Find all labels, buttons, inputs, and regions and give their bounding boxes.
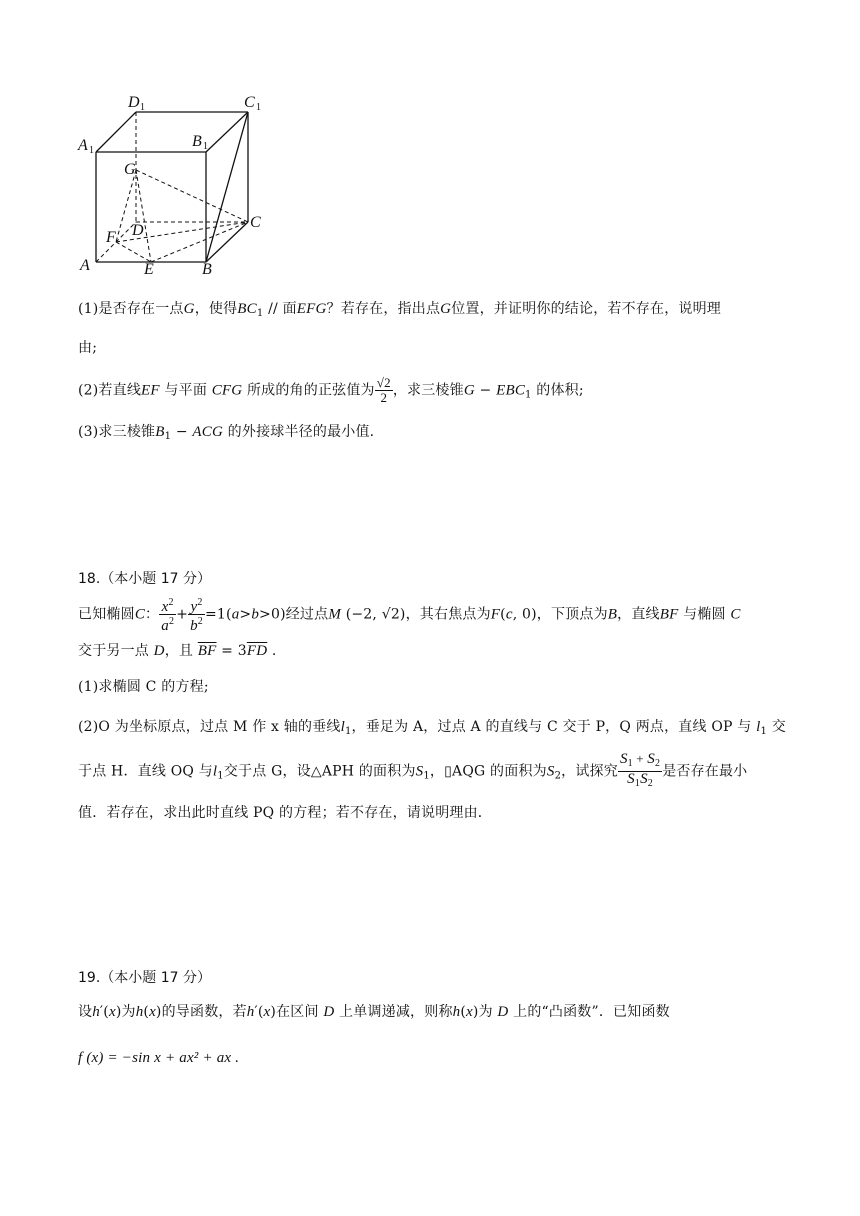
q18-part2-line1: (2)O 为坐标原点，过点 M 作 x 轴的垂线$l_1$，垂足为 A，过点 A 的直线与 C 交于 P，Q 两点，直线 OP 与 $l_1$ 交 xyxy=(78,719,786,737)
label-C1: C xyxy=(244,94,255,111)
label-D: D xyxy=(132,222,144,239)
q19-line1: 设h′(x)为h(x)的导函数，若h′(x)在区间 D 上单调递减，则称h(x)为 D 上的“凸函数”．已知函数 xyxy=(78,1004,670,1020)
q18-part1: (1)求椭圆 C 的方程; xyxy=(78,679,209,695)
svg-text:1: 1 xyxy=(203,141,208,152)
svg-text:1: 1 xyxy=(89,145,94,156)
q18-line1: 已知椭圆C： $\frac{x^2}{a^2}$ + $\frac{y^2}{b^2}$ =1(a>b>0)经过点M (−2, √2)，其右焦点为F(c, 0)，下顶点为B，直线BF 与椭圆 C xyxy=(78,597,741,634)
cube-figure xyxy=(76,92,276,282)
q19-function: f (x) = −sin x + ax² + ax . xyxy=(78,1050,240,1066)
q18-part2-line3: 值．若存在，求出此时直线 PQ 的方程；若不存在，请说明理由． xyxy=(78,805,492,821)
q18-line2: 交于另一点 D，且 $\overline{BF} = 3\overline{FD}$ . xyxy=(78,643,277,659)
fraction-sqrt2-over-2: $\frac{√2}{2}$ xyxy=(376,375,391,405)
q18-heading: 18.（本小题 17 分） xyxy=(78,571,211,587)
label-E: E xyxy=(144,261,154,278)
label-D1: D xyxy=(128,94,140,111)
label-A1: A xyxy=(78,137,88,154)
label-F: F xyxy=(106,229,116,246)
label-C: C xyxy=(250,214,261,231)
svg-text:1: 1 xyxy=(256,102,261,113)
label-A: A xyxy=(80,257,90,274)
label-G: G xyxy=(124,161,136,178)
q19-heading: 19.（本小题 17 分） xyxy=(78,970,211,986)
q18-part2-line2: 于点 H．直线 OQ 与$l_1$交于点 G，设△APH 的面积为$S_1$，▯AQG 的面积为$S_2$，试探究 $\frac{S_1 + S_2}{S_1S_2}$ 是否存在最小 xyxy=(78,751,748,789)
q17-part1-line2: 由; xyxy=(78,340,98,356)
q17-part3: (3)求三棱锥$B_1$ − ACG 的外接球半径的最小值. xyxy=(78,424,375,442)
label-B1: B xyxy=(192,133,202,150)
q17-part1-line1: (1)是否存在一点G，使得$BC_1$ // 面EFG？若存在，指出点G位置，并证明你的结论，若不存在，说明理 xyxy=(78,301,722,319)
svg-text:1: 1 xyxy=(140,102,145,113)
label-B: B xyxy=(202,261,212,278)
q17-part2: (2)若直线EF 与平面 CFG 所成的角的正弦值为 $\frac{√2}{2}$ ，求三棱锥$G - EBC_1$ 的体积; xyxy=(78,375,584,405)
